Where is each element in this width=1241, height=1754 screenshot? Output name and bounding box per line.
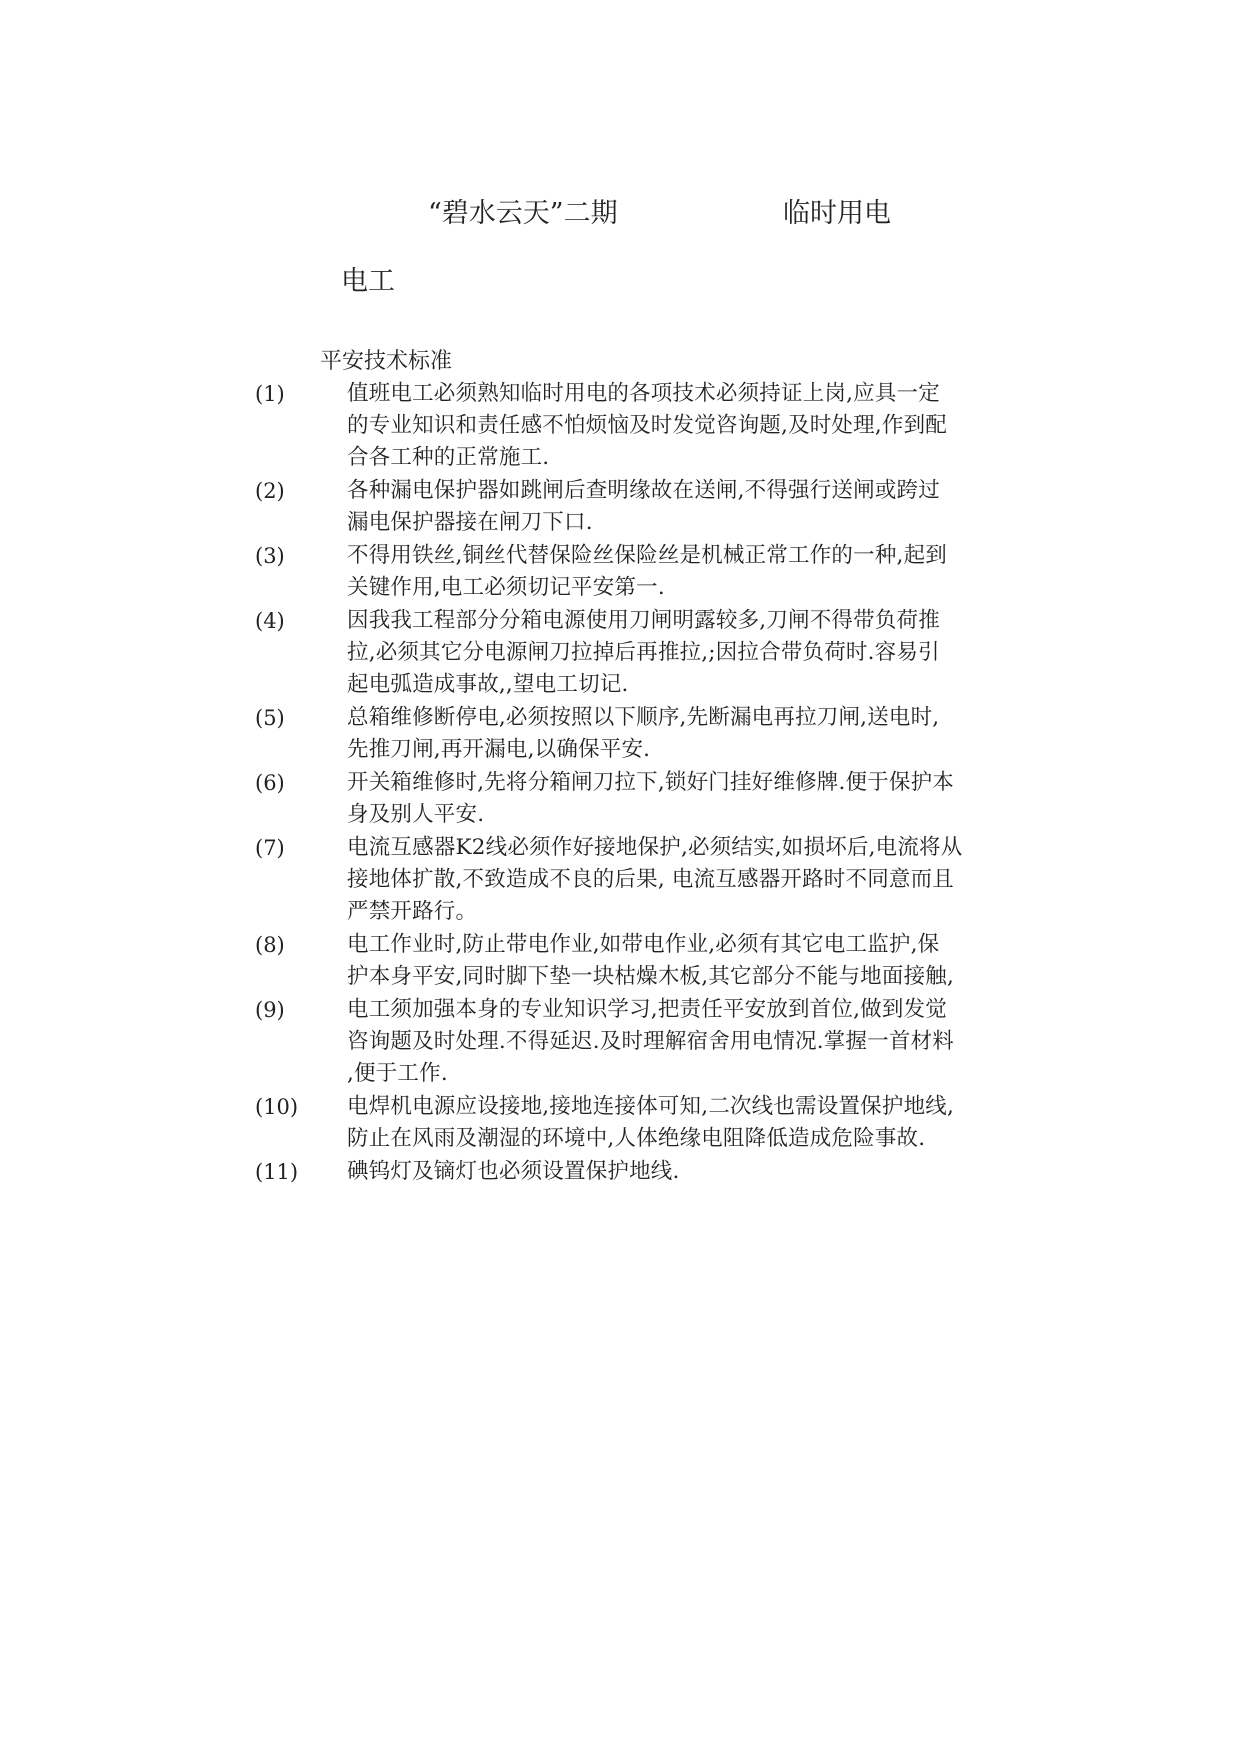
rule-item — [255, 1091, 1055, 1155]
rule-number: (10) — [255, 1095, 299, 1119]
document-title: “碧水云天”二期 — [428, 198, 618, 229]
rule-text-line: 电工作业时,防止带电作业,如带电作业,必须有其它电工监护,保 — [347, 932, 940, 957]
document-title-topic: 临时用电 — [783, 198, 891, 229]
rule-item — [255, 378, 1055, 474]
rule-text-line: 因我我工程部分分箱电源使用刀闸明露较多,刀闸不得带负荷推 — [347, 608, 940, 633]
rule-text-line: 起电弧造成事故,,望电工切记. — [347, 672, 629, 697]
rule-number: (3) — [255, 544, 285, 568]
rule-text-line: 电焊机电源应设接地,接地连接体可知,二次线也需设置保护地线, — [347, 1094, 955, 1119]
rule-item — [255, 994, 1055, 1090]
rule-number: (1) — [255, 382, 285, 406]
rule-text-line: 严禁开路行。 — [347, 899, 478, 924]
rule-text — [347, 994, 1055, 1090]
rule-text-line: 开关箱维修时,先将分箱闸刀拉下,锁好门挂好维修牌.便于保护本 — [347, 770, 955, 795]
rule-text-line: 值班电工必须熟知临时用电的各项技术必须持证上岗,应具一定 — [347, 381, 940, 406]
rule-text-line: 护本身平安,同时脚下垫一块枯燥木板,其它部分不能与地面接触, — [347, 964, 955, 989]
rule-number: (8) — [255, 933, 285, 957]
rule-number: (6) — [255, 771, 285, 795]
rule-text-line: 电工须加强本身的专业知识学习,把责任平安放到首位,做到发觉 — [347, 997, 947, 1022]
rule-text-line: 防止在风雨及潮湿的环境中,人体绝缘电阻降低造成危险事故. — [347, 1126, 926, 1151]
document-subtitle: 电工 — [341, 266, 395, 297]
rule-text — [347, 378, 1055, 474]
rule-text — [347, 605, 1055, 701]
rule-item — [255, 702, 1055, 766]
rule-number: (7) — [255, 836, 285, 860]
rule-number: (2) — [255, 479, 285, 503]
rule-item — [255, 929, 1055, 993]
rule-text-line: 电流互感器K2线必须作好接地保护,必须结实,如损坏后,电流将从 — [347, 835, 963, 860]
rule-text-line: ,便于工作. — [347, 1061, 448, 1086]
rule-item — [255, 832, 1055, 928]
rule-text-line: 咨询题及时处理.不得延迟.及时理解宿舍用电情况.掌握一首材料 — [347, 1029, 955, 1054]
rule-item — [255, 475, 1055, 539]
rule-text-line: 碘钨灯及镝灯也必须设置保护地线. — [347, 1159, 680, 1184]
rule-item — [255, 605, 1055, 701]
rule-text-line: 关键作用,电工必须切记平安第一. — [347, 575, 665, 600]
rule-text-line: 接地体扩散,不致造成不良的后果, 电流互感器开路时不同意而且 — [347, 867, 955, 892]
rule-text — [347, 929, 1055, 993]
rule-text-line: 身及别人平安. — [347, 802, 485, 827]
rule-text-line: 总箱维修断停电,必须按照以下顺序,先断漏电再拉刀闸,送电时, — [347, 705, 940, 730]
rule-number: (9) — [255, 998, 285, 1022]
rule-item — [255, 540, 1055, 604]
rule-number: (5) — [255, 706, 285, 730]
rule-number: (11) — [255, 1160, 299, 1184]
rule-text-line: 漏电保护器接在闸刀下口. — [347, 510, 593, 535]
rule-text — [347, 702, 1055, 766]
section-heading: 平安技术标准 — [320, 349, 453, 374]
rule-text — [347, 475, 1055, 539]
rule-text — [347, 1091, 1055, 1155]
rule-text — [347, 1156, 1055, 1188]
rule-item — [255, 1156, 1055, 1188]
rule-text-line: 的专业知识和责任感不怕烦恼及时发觉咨询题,及时处理,作到配 — [347, 413, 947, 438]
rule-text — [347, 767, 1055, 831]
rule-text — [347, 832, 1055, 928]
rule-text — [347, 540, 1055, 604]
rule-item — [255, 767, 1055, 831]
rule-text-line: 不得用铁丝,铜丝代替保险丝保险丝是机械正常工作的一种,起到 — [347, 543, 947, 568]
rule-number: (4) — [255, 609, 285, 633]
rule-text-line: 先推刀闸,再开漏电,以确保平安. — [347, 737, 651, 762]
rule-text-line: 各种漏电保护器如跳闸后查明缘故在送闸,不得强行送闸或跨过 — [347, 478, 940, 503]
rule-text-line: 合各工种的正常施工. — [347, 445, 550, 470]
rules-list — [255, 378, 1055, 1189]
rule-text-line: 拉,必须其它分电源闸刀拉掉后再推拉,;因拉合带负荷时.容易引 — [347, 640, 940, 665]
